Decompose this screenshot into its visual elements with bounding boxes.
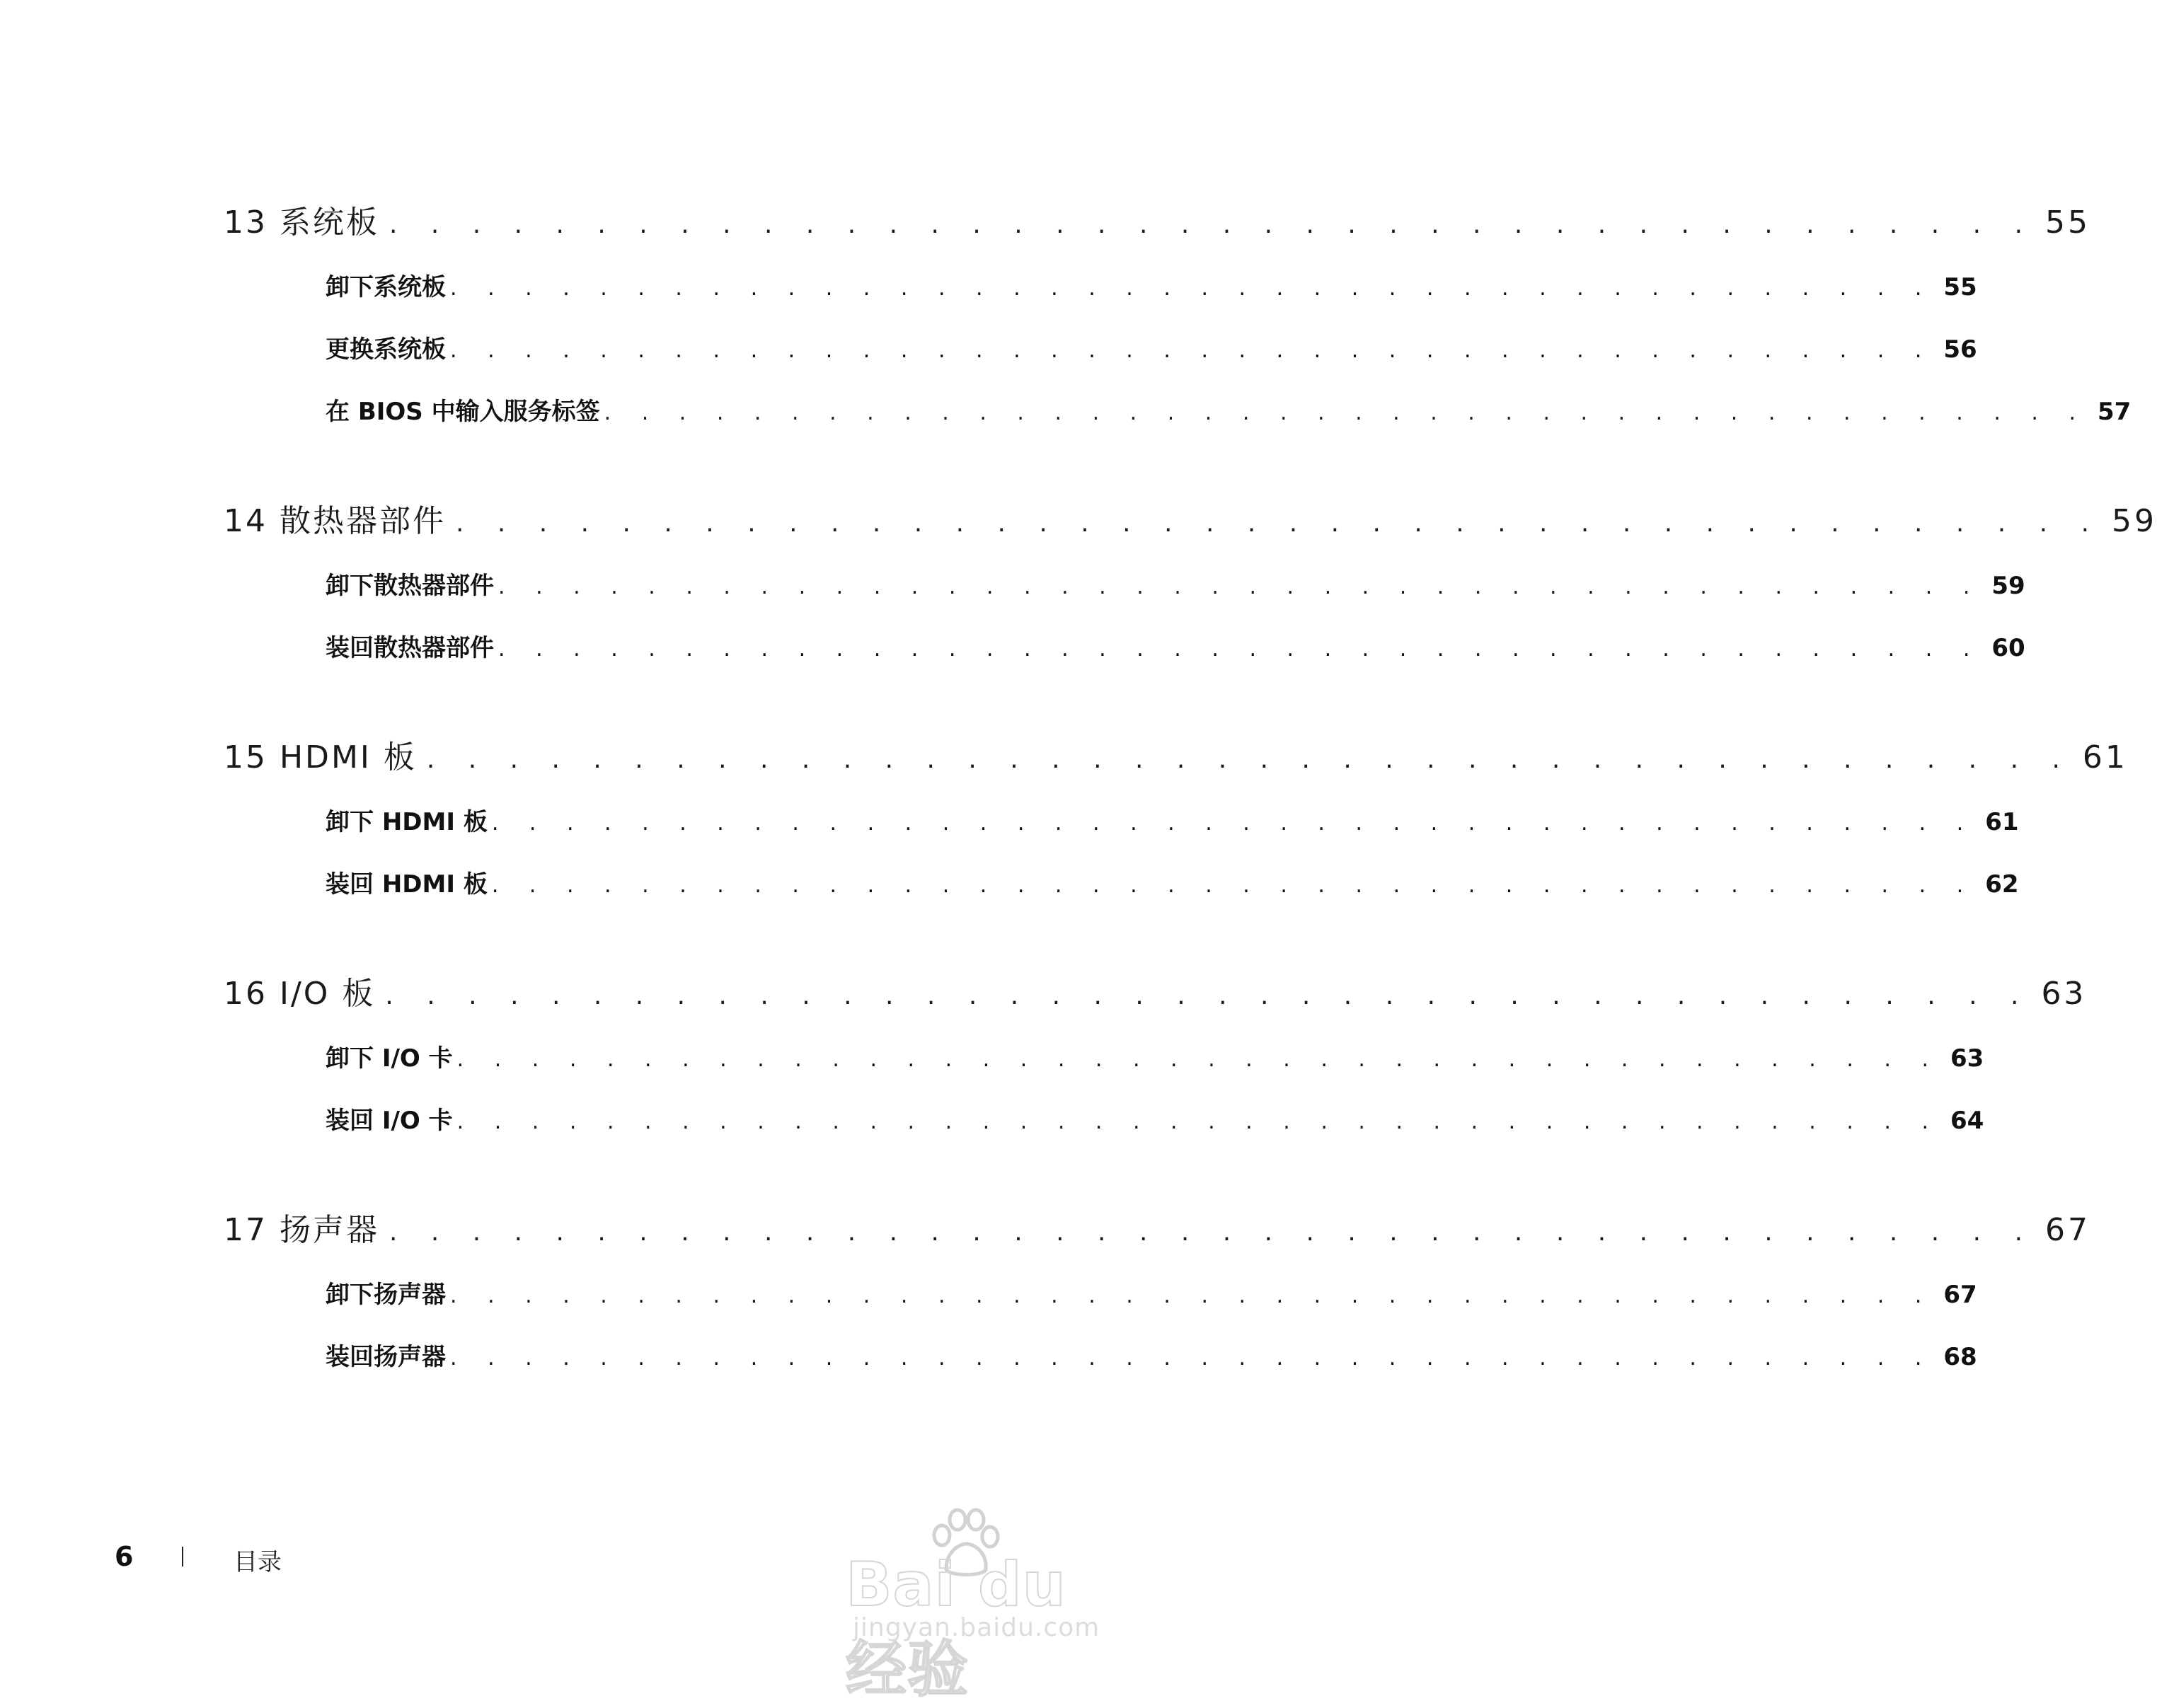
toc-page-number: 60 (1991, 634, 2025, 662)
toc-page-number: 55 (1943, 273, 1977, 301)
toc-page-number: 64 (1950, 1107, 1984, 1135)
leader-dots: . . . . . . . . . . . . . . . . . . . . . . . . . . . . . . . . . . . . . . . . (385, 981, 2032, 1010)
leader-dots: . . . . . . . . . . . . . . . . . . . . . . . . . . . . . . . . . . . . . . . . (426, 745, 2073, 774)
toc-section[interactable] (326, 392, 2132, 427)
toc-section[interactable] (326, 1039, 1984, 1073)
toc-chapter-16[interactable] (224, 968, 2087, 1013)
leader-dots: . . . . . . . . . . . . . . . . . . . . . . . . . . . . . . . . . . . . . . . . (456, 1047, 1941, 1072)
toc-page-number: 67 (2045, 1212, 2091, 1248)
toc-chapter-15[interactable] (224, 732, 2128, 777)
toc-title: 在 BIOS 中输入服务标签 (326, 398, 600, 426)
toc-section[interactable] (326, 1275, 1977, 1310)
watermark-brand: Bai du 经验 (846, 1550, 1066, 1705)
toc-chapter-13[interactable] (224, 197, 2091, 242)
toc-section[interactable] (326, 330, 1977, 364)
toc-title: 13 系统板 (224, 204, 379, 241)
toc-page-number: 62 (1985, 870, 2019, 899)
leader-dots: . . . . . . . . . . . . . . . . . . . . . . . . . . . . . . . . . . . . . . . . (498, 575, 1982, 599)
leader-dots: . . . . . . . . . . . . . . . . . . . . . . . . . . . . . . . . . . . . . . . . (491, 811, 1976, 836)
toc-page-number: 55 (2045, 204, 2091, 241)
leader-dots: . . . . . . . . . . . . . . . . . . . . . . . . . . . . . . . . . . . . . . . . (498, 637, 1982, 662)
toc-title: 装回 HDMI 板 (326, 870, 488, 899)
toc-title: 装回扬声器 (326, 1343, 446, 1371)
leader-dots: . . . . . . . . . . . . . . . . . . . . . . . . . . . . . . . . . . . . . . . . (604, 400, 2088, 425)
leader-dots: . . . . . . . . . . . . . . . . . . . . . . . . . . . . . . . . . . . . . . . . (389, 1218, 2036, 1247)
toc-chapter-17[interactable] (224, 1204, 2091, 1250)
leader-dots: . . . . . . . . . . . . . . . . . . . . . . . . . . . . . . . . . . . . . . . . (456, 1109, 1941, 1134)
toc-title: 15 HDMI 板 (224, 739, 417, 775)
toc-page-number: 59 (1991, 572, 2025, 600)
toc-title: 装回散热器部件 (326, 634, 494, 662)
toc-page-number: 68 (1943, 1343, 1977, 1371)
leader-dots: . . . . . . . . . . . . . . . . . . . . . . . . . . . . . . . . . . . . . . . . (455, 509, 2103, 538)
footer-divider (182, 1547, 183, 1566)
toc-page-number: 61 (2082, 739, 2128, 775)
toc-title: 卸下扬声器 (326, 1281, 446, 1309)
toc-title: 14 散热器部件 (224, 503, 446, 539)
footer-section-label: 目录 (234, 1548, 282, 1576)
toc-section[interactable] (326, 865, 2019, 899)
toc-title: 卸下 HDMI 板 (326, 808, 488, 836)
toc-title: 17 扬声器 (224, 1212, 379, 1248)
toc-section[interactable] (326, 566, 2025, 601)
leader-dots: . . . . . . . . . . . . . . . . . . . . . . . . . . . . . . . . . . . . . . . . (450, 276, 1934, 301)
toc-page-number: 67 (1943, 1281, 1977, 1309)
toc-title: 16 I/O 板 (224, 976, 376, 1012)
toc-section[interactable] (326, 628, 2025, 663)
toc-page-number: 56 (1943, 335, 1977, 364)
toc-section[interactable] (326, 267, 1977, 302)
toc-chapter-14[interactable] (224, 495, 2157, 541)
leader-dots: . . . . . . . . . . . . . . . . . . . . . . . . . . . . . . . . . . . . . . . . (450, 338, 1934, 363)
toc-section[interactable] (326, 1101, 1984, 1136)
toc-page-number: 63 (2041, 976, 2087, 1012)
leader-dots: . . . . . . . . . . . . . . . . . . . . . . . . . . . . . . . . . . . . . . . . (389, 210, 2036, 239)
toc-title: 装回 I/O 卡 (326, 1107, 453, 1135)
page-number: 6 (115, 1541, 134, 1572)
toc-page-number: 63 (1950, 1044, 1984, 1073)
toc-section[interactable] (326, 1337, 1977, 1372)
leader-dots: . . . . . . . . . . . . . . . . . . . . . . . . . . . . . . . . . . . . . . . . (450, 1346, 1934, 1371)
toc-title: 卸下 I/O 卡 (326, 1044, 453, 1073)
toc-title: 卸下散热器部件 (326, 572, 494, 600)
toc-section[interactable] (326, 802, 2019, 837)
toc-page-number: 59 (2112, 503, 2157, 539)
watermark-url: jingyan.baidu.com (853, 1613, 1100, 1642)
leader-dots: . . . . . . . . . . . . . . . . . . . . . . . . . . . . . . . . . . . . . . . . (450, 1283, 1934, 1308)
leader-dots: . . . . . . . . . . . . . . . . . . . . . . . . . . . . . . . . . . . . . . . . (491, 873, 1976, 898)
toc-title: 卸下系统板 (326, 273, 446, 301)
toc-title: 更换系统板 (326, 335, 446, 364)
toc-page-number: 57 (2098, 398, 2132, 426)
watermark (846, 1507, 1129, 1705)
toc-page-number: 61 (1985, 808, 2019, 836)
